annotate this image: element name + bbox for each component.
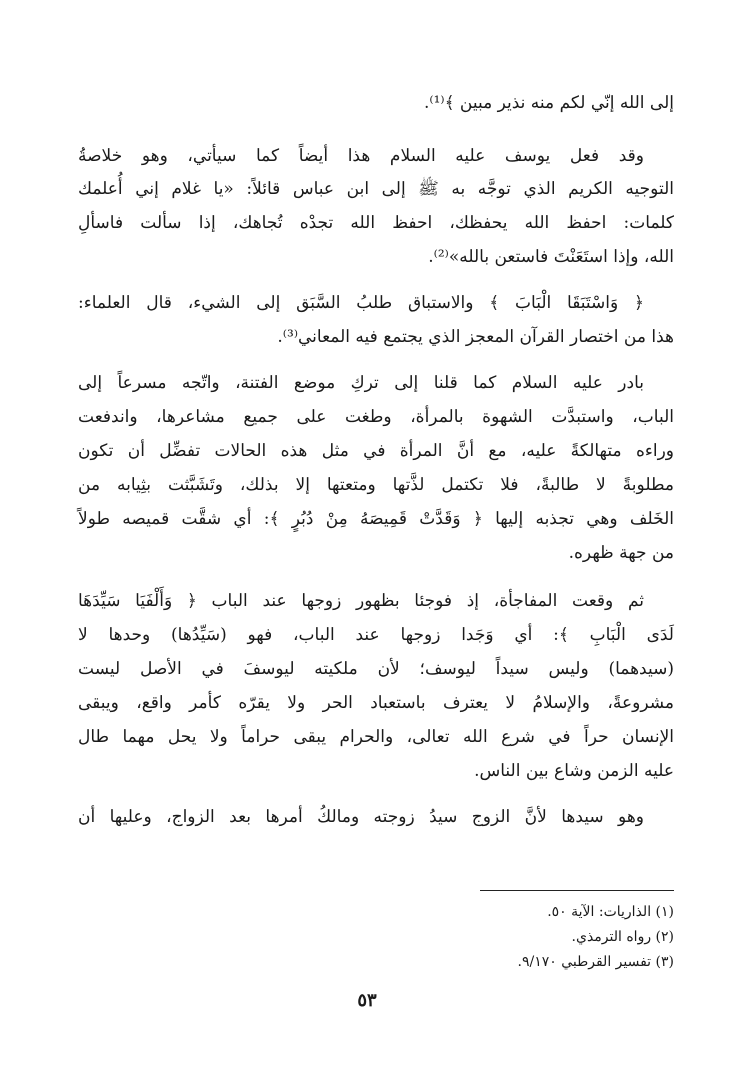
paragraph-4-line-3: وراءه متهالكةً عليه، مع أنَّ المرأة في مثل هذه الحالات تفضِّل أن تكون <box>78 441 674 461</box>
paragraph-3-line-1: ﴿ وَاسْتَبَقَا الْبَابَ ﴾ والاستباق طلبُ السَّبَق إلى الشيء، قال العلماء: <box>78 293 644 313</box>
footnote-3: (٣) تفسير القرطبي ٩/١٧٠. <box>517 954 674 970</box>
paragraph-2-line-1: وقد فعل يوسف عليه السلام هذا أيضاً كما سيأتي، وهو خلاصةُ <box>78 146 644 166</box>
paragraph-4-line-6: من جهة ظهره. <box>568 543 674 563</box>
paragraph-5-line-5: الإنسان حراً في شرع الله تعالى، والحرام يبقى حراماً ولا يحل مهما طال <box>78 727 674 747</box>
paragraph-4-line-1: بادر عليه السلام كما قلنا إلى تركِ موضع الفتنة، واتّجه مسرعاً إلى <box>78 373 644 393</box>
paragraph-5-line-1: ثم وقعت المفاجأة، إذ فوجئا بظهور زوجها عند الباب ﴿ وَأَلْفَيَا سَيِّدَهَا <box>78 591 644 611</box>
paragraph-5-line-6: عليه الزمن وشاع بين الناس. <box>474 761 674 781</box>
paragraph-3-line-2: هذا من اختصار القرآن المعجز الذي يجتمع فيه المعاني⁽³⁾. <box>277 327 674 347</box>
footnote-separator <box>480 890 674 891</box>
footnote-2: (٢) رواه الترمذي. <box>571 929 674 945</box>
paragraph-5-line-3: (سيدهما) وليس سيداً ليوسف؛ لأن ملكيته ليوسفَ في الأصل ليست <box>78 659 674 679</box>
paragraph-1-line-1: إلى الله إنّي لكم منه نذير مبين ﴾⁽¹⁾. <box>423 93 674 113</box>
footnote-1: (١) الذاريات: الآية ٥٠. <box>547 904 674 920</box>
page-number: ٥٣ <box>357 990 377 1011</box>
paragraph-2-line-4: الله، وإذا استَعَنْتَ فاستعن بالله»⁽²⁾. <box>428 247 674 267</box>
paragraph-2-line-3: كلمات: احفظ الله يحفظك، احفظ الله تجدْه تُجاهك، إذا سألت فاسألِ <box>78 213 674 233</box>
paragraph-4-line-5: الخَلف وهي تجذبه إليها ﴿ وَقَدَّتْ قَمِيصَهُ مِنْ دُبُرٍ ﴾: أي شقَّت قميصه طولاً <box>78 509 674 529</box>
paragraph-6-line-1: وهو سيدها لأنَّ الزوج سيدُ زوجته ومالكُ أمرها بعد الزواج، وعليها أن <box>78 807 644 827</box>
paragraph-5-line-4: مشروعةً، والإسلامُ لا يعترف باستعباد الحر ولا يقرّه كأمر واقع، ويبقى <box>78 693 674 713</box>
paragraph-4-line-4: مطلوبةً لا طالبةً، فلا تكتمل لذَّتها ومتعتها إلا بذلك، وتَشَبَّثت بثِيابه من <box>78 475 674 495</box>
paragraph-4-line-2: الباب، واستبدَّت الشهوة بالمرأة، وطغت على جميع مشاعرها، واندفعت <box>78 407 674 427</box>
paragraph-5-line-2: لَدَى الْبَابِ ﴾: أي وَجَدا زوجها عند الباب، فهو (سَيِّدُها) وحدها لا <box>78 625 674 645</box>
paragraph-2-line-2: التوجيه الكريم الذي توجَّه به ﷺ إلى ابن عباس قائلاً: «يا غلام إني أُعلمك <box>78 179 674 199</box>
